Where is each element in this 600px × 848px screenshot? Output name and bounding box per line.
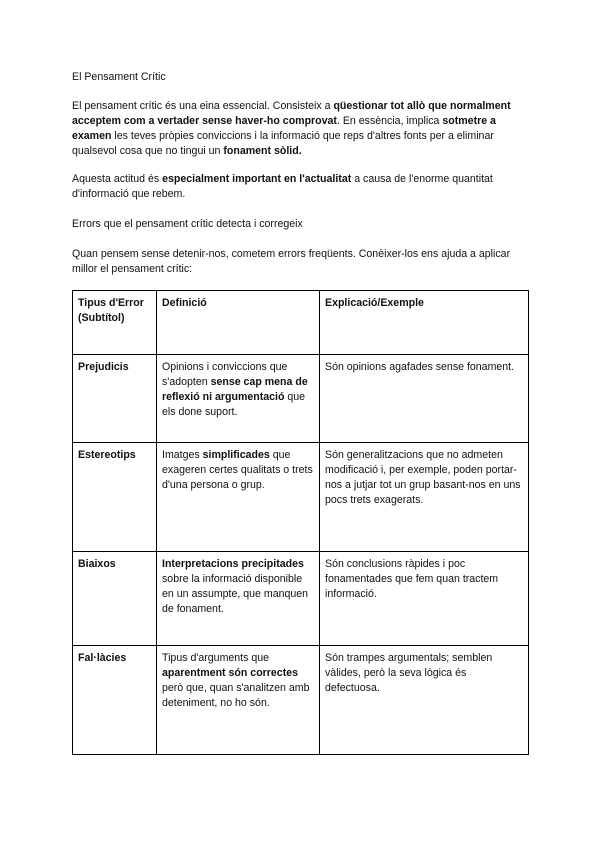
- row-type: Biaixos: [73, 552, 157, 646]
- intro-bold-1: qüestionar tot allò que normalment acceptem com a vertader sense haver-ho comprovat: [72, 100, 511, 127]
- row-definition: [157, 552, 320, 646]
- header-type: Tipus d'Error (Subtítol): [73, 291, 157, 355]
- errors-table: [72, 290, 529, 755]
- row-type: Estereotips: [73, 443, 157, 552]
- def-text: però que, quan s'analitzen amb deteniment, no ho són.: [162, 682, 310, 709]
- intro-paragraph: [72, 99, 528, 159]
- def-bold: Interpretacions precipitades: [162, 558, 304, 570]
- def-bold: simplificades: [202, 449, 270, 461]
- intro-text-4: les teves pròpies conviccions i la informació que reps d'altres fonts per a eliminar qualsevol cosa que no tingui un: [72, 130, 494, 157]
- attitude-bold-1: especialment important en l'actualitat: [162, 173, 352, 185]
- intro-text-0: El pensament crític és una eina essencial. Consisteix a: [72, 100, 334, 112]
- def-bold: sense cap mena de reflexió ni argumentació: [162, 376, 308, 403]
- def-text: Imatges: [162, 449, 203, 461]
- def-bold: aparentment són correctes: [162, 667, 299, 679]
- row-definition: [157, 646, 320, 755]
- table-row: [73, 552, 529, 646]
- row-type: Fal·làcies: [73, 646, 157, 755]
- document-title: El Pensament Crític: [72, 71, 166, 83]
- row-definition: [157, 355, 320, 443]
- intro-bold-3: sotmetre a examen: [72, 115, 496, 142]
- lead-paragraph: Quan pensem sense detenir-nos, cometem errors freqüents. Conèixer-los ens ajuda a aplicar millor el pensament crític:: [72, 248, 511, 275]
- row-definition: [157, 443, 320, 552]
- intro-text-2: . En essència, implica: [336, 115, 443, 127]
- document-page: [72, 70, 528, 755]
- header-definition: Definició: [157, 291, 320, 355]
- row-explanation: Són trampes argumentals; semblen vàlides, però la seva lògica és defectuosa.: [320, 646, 529, 755]
- row-explanation: Són conclusions ràpides i poc fonamentades que fem quan tractem informació.: [320, 552, 529, 646]
- intro-bold-5: fonament sòlid.: [223, 145, 302, 157]
- def-text: sobre la informació disponible en un assumpte, que manquen de fonament.: [162, 573, 309, 615]
- row-type: Prejudicis: [73, 355, 157, 443]
- def-text: que exageren certes qualitats o trets d'una persona o grup.: [162, 449, 313, 491]
- header-explanation: Explicació/Exemple: [320, 291, 529, 355]
- table-row: [73, 443, 529, 552]
- errors-subheading: Errors que el pensament crític detecta i corregeix: [72, 218, 303, 230]
- row-explanation: Són generalitzacions que no admeten modificació i, per exemple, poden portar-nos a jutjar tot un grup basant-nos en uns pocs trets exagerats.: [320, 443, 529, 552]
- table-header-row: [73, 291, 529, 355]
- row-explanation: Són opinions agafades sense fonament.: [320, 355, 529, 443]
- attitude-paragraph: [72, 172, 528, 202]
- def-text: que els done suport.: [162, 391, 306, 418]
- attitude-text-0: Aquesta actitud és: [72, 173, 163, 185]
- attitude-text-2: a causa de l'enorme quantitat d'informació que rebem.: [72, 173, 493, 200]
- def-text: Opinions i conviccions que s'adopten: [162, 361, 288, 388]
- table-row: [73, 355, 529, 443]
- table-row: [73, 646, 529, 755]
- def-text: Tipus d'arguments que: [162, 652, 270, 664]
